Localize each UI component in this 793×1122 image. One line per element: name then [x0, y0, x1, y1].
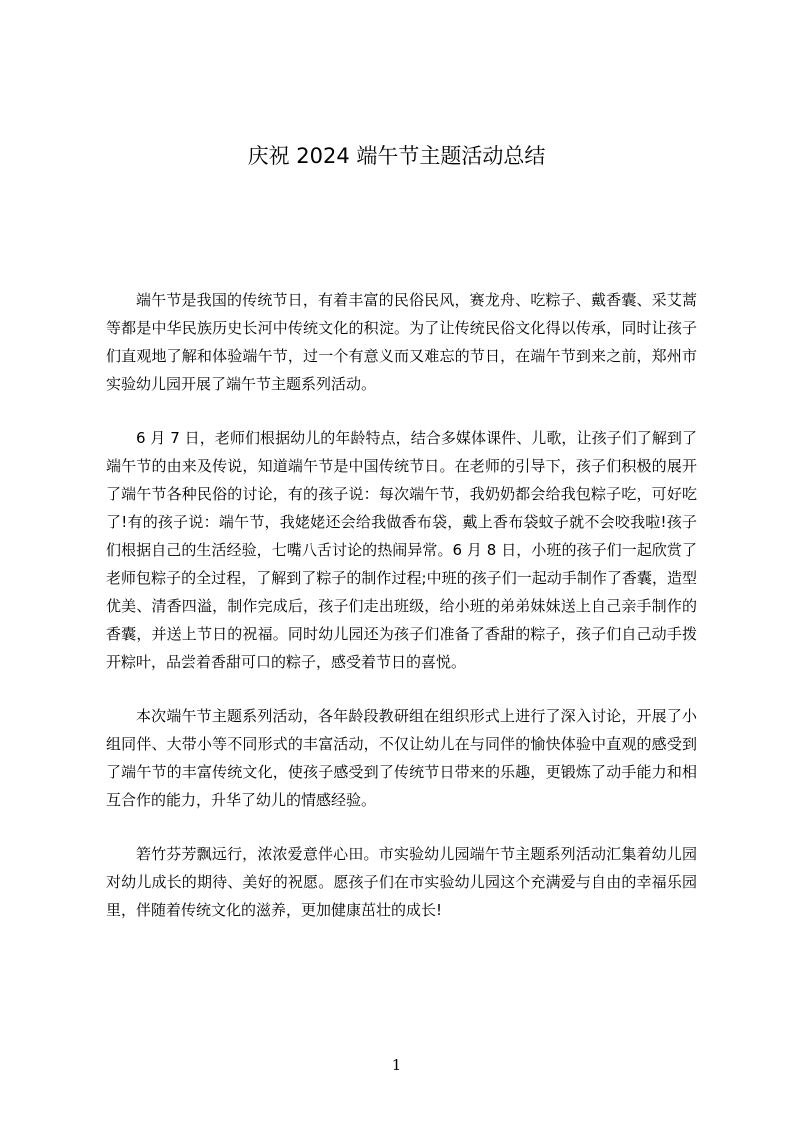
paragraph-intro: 端午节是我国的传统节日，有着丰富的民俗民风，赛龙舟、吃粽子、戴香囊、采艾蒿等都是中华民族历史长河中传统文化的积淀。为了让传统民俗文化得以传承，同时让孩子们直观地了解和体验端午节，过一个有意义而又难忘的节日，在端午节到来之前，郑州市实验幼儿园开展了端午节主题系列活动。: [106, 291, 697, 393]
page-number: 1: [391, 1056, 402, 1074]
paragraph-summary: 本次端午节主题系列活动，各年龄段教研组在组织形式上进行了深入讨论，开展了小组同伴、大带小等不同形式的丰富活动，不仅让幼儿在与同伴的愉快体验中直观的感受到了端午节的丰富传统文化，使孩子感受到了传统节日带来的乐趣，更锻炼了动手能力和相互合作的能力，升华了幼儿的情感经验。: [106, 707, 697, 809]
document-body: [106, 286, 697, 950]
paragraph-activities: 6 月 7 日，老师们根据幼儿的年龄特点，结合多媒体课件、儿歌，让孩子们了解到了端午节的由来及传说，知道端午节是中国传统节日。在老师的引导下，孩子们积极的展开了端午节各种民俗的讨论，有的孩子说：每次端午节，我奶奶都会给我包粽子吃，可好吃了!有的孩子说：端午节，我姥姥还会给我做香布袋，戴上香布袋蚊子就不会咬我啦!孩子们根据自己的生活经验，七嘴八舌讨论的热闹异常。6 月 8 日，小班的孩子们一起欣赏了老师包粽子的全过程，了解到了粽子的制作过程;中班的孩子们一起动手制作了香囊，造型优美、清香四溢，制作完成后，孩子们走出班级，给小班的弟弟妹妹送上自己亲手制作的香囊，并送上节日的祝福。同时幼儿园还为孩子们准备了香甜的粽子，孩子们自己动手拨开粽叶，品尝着香甜可口的粽子，感受着节日的喜悦。: [106, 429, 697, 671]
document-title: 庆祝 2024 端午节主题活动总结: [247, 144, 546, 168]
paragraph-closing: 箬竹芬芳飘远行，浓浓爱意伴心田。市实验幼儿园端午节主题系列活动汇集着幼儿园对幼儿成长的期待、美好的祝愿。愿孩子们在市实验幼儿园这个充满爱与自由的幸福乐园里，伴随着传统文化的滋养，更加健康茁壮的成长!: [106, 845, 697, 919]
